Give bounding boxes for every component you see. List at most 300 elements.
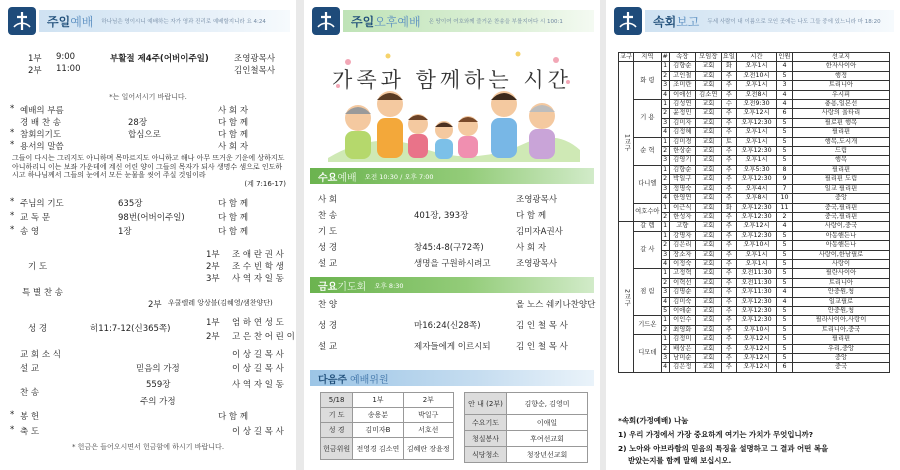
sunday-afternoon-page — [304, 0, 600, 470]
table-cell: 5 — [776, 344, 792, 353]
prayer-part: 1부 — [206, 250, 220, 260]
table-header-cell: 5/18 — [321, 393, 353, 408]
order-star: * — [10, 197, 15, 207]
table-cell: 3 — [661, 288, 669, 297]
table-cell: 10 — [776, 194, 792, 203]
table-cell: 5 — [776, 147, 792, 156]
table-cell: 4 — [661, 194, 669, 203]
absolution-ref: (계 7:16-17) — [244, 180, 286, 188]
service-part: 2부 — [28, 66, 42, 76]
table-cell: 사랑이,중국 — [792, 222, 889, 231]
district-cell: 2교구 — [619, 222, 634, 373]
prayer-label: 기 도 — [28, 262, 48, 272]
page-subtitle: 하나님은 영이시니 예배하는 자가 영과 진리로 예배할지니라 요 4:24 — [101, 19, 266, 25]
order-leader: 사 회 자 — [218, 142, 249, 152]
table-cell: 2 — [661, 71, 669, 80]
region-cell: 다니엘 — [634, 165, 661, 203]
table-cell: 우시피 — [792, 90, 889, 99]
table-cell: 주 — [721, 241, 736, 250]
table-cell: 4 — [776, 222, 792, 231]
table-cell: 4 — [776, 297, 792, 306]
table-cell: 오후1시 — [736, 250, 776, 259]
table-cell: 주 — [721, 212, 736, 221]
table-header-row — [321, 393, 454, 408]
order-star: * — [10, 211, 15, 221]
page-title: 주일오후예배 — [351, 14, 421, 29]
stand-note: *는 일어서시기 바랍니다. — [109, 93, 187, 101]
service-time: 9:00 — [56, 52, 76, 62]
table-cell: 이애순 — [669, 306, 695, 315]
table-cell: 5 — [776, 250, 792, 259]
table-cell: 수 — [721, 100, 736, 109]
next-week-right-table — [464, 392, 588, 463]
table-cell: 교회 — [695, 147, 721, 156]
prayer-part: 2부 — [206, 262, 220, 272]
table-cell: 4 — [776, 288, 792, 297]
order-star: * — [10, 410, 15, 420]
table-cell: 김명순 — [669, 288, 695, 297]
row-leader: 조영광목사 — [516, 259, 558, 269]
table-cell: 오후12:30 — [736, 297, 776, 306]
row-detail: 401장, 393장 — [414, 211, 469, 221]
table-cell: 1 — [661, 137, 669, 146]
table-cell: 교회 — [695, 231, 721, 240]
table-cell: 오후12시 — [736, 354, 776, 363]
table-row — [619, 231, 890, 240]
special-part: 2부 — [148, 300, 162, 310]
table-cell: 5 — [776, 354, 792, 363]
table-cell: 3 — [776, 81, 792, 90]
table-cell: 주 — [721, 175, 736, 184]
table-cell: 오후12시 — [736, 222, 776, 231]
order-item: 주님의 기도 — [20, 199, 64, 209]
church-logo-icon — [8, 7, 36, 35]
table-cell: 교회 — [695, 81, 721, 90]
table-cell: 1 — [661, 62, 669, 71]
table-cell: 중앙 — [792, 354, 889, 363]
table-cell: 조미란 — [669, 81, 695, 90]
table-cell: 사랑이,한남필로 — [792, 250, 889, 259]
row-label: 사 회 — [318, 195, 338, 205]
wednesday-service-header: 수요 예배 오전 10:30 / 오후 7:00 — [310, 168, 594, 184]
region-cell: 디모데 — [634, 335, 661, 373]
table-row — [321, 408, 454, 423]
news-leader: 이 상 길 목 사 — [232, 350, 284, 360]
table-cell: 김소연 — [695, 90, 721, 99]
page-subtitle: 온 땅이여 여호와께 즐거운 찬송을 부를지어다 시 100:1 — [428, 19, 563, 25]
table-cell: 아동핸든나 — [792, 241, 889, 250]
friday-prayer-header: 금요 기도회 오후 8:30 — [310, 277, 594, 293]
table-cell: 오후12:30 — [736, 147, 776, 156]
next-week-left-table — [320, 392, 454, 460]
page-title: 주일예배 — [47, 14, 94, 29]
row-label: 성 경 — [318, 321, 338, 331]
banner-title: 가족과 함께하는 시간 — [332, 68, 572, 92]
table-header-cell: 지역 — [634, 53, 661, 62]
order-detail: 1장 — [118, 227, 132, 237]
order-item: 용서의 말씀 — [20, 142, 64, 152]
table-cell: 한영연 — [669, 194, 695, 203]
table-cell: 트리니아,중국 — [792, 325, 889, 334]
table-cell: 이애일 — [507, 415, 588, 431]
table-cell: 오후12시 — [736, 335, 776, 344]
table-cell: 김미자 — [669, 118, 695, 127]
order-detail: 635장 — [118, 199, 143, 209]
table-row — [619, 269, 890, 278]
table-cell: 강명자 — [669, 231, 695, 240]
offering-leader: 다 함 께 — [218, 412, 249, 422]
sermon-title: 믿음의 가정 — [136, 364, 180, 374]
table-cell: 청장년선교회 — [507, 447, 588, 463]
table-cell: 주 — [721, 288, 736, 297]
table-cell: 남미순 — [669, 354, 695, 363]
table-cell: 주 — [721, 306, 736, 315]
table-cell: 5 — [776, 316, 792, 325]
row-detail: 제자들에게 이르시되 — [414, 342, 491, 352]
region-cell: 기드온 — [634, 316, 661, 335]
table-cell: 오후12:30 — [736, 175, 776, 184]
benediction-leader: 이 상 길 목 사 — [232, 427, 284, 437]
table-cell: 교회 — [695, 194, 721, 203]
table-cell: 2 — [661, 325, 669, 334]
table-cell: 주 — [721, 147, 736, 156]
table-row — [619, 62, 890, 71]
row-leader: 사 회 자 — [516, 243, 547, 253]
table-cell: 주 — [721, 344, 736, 353]
table-cell: 교회 — [695, 71, 721, 80]
table-cell: 주 — [721, 231, 736, 240]
service-time: 11:00 — [56, 64, 81, 74]
table-cell: 3 — [661, 156, 669, 165]
table-cell: 주 — [721, 316, 736, 325]
table-cell: 김은정 — [669, 363, 695, 372]
order-leader: 사 회 자 — [218, 106, 249, 116]
table-cell: 1 — [661, 165, 669, 174]
table-cell: 주 — [721, 109, 736, 118]
table-cell: 교회 — [695, 297, 721, 306]
table-cell: 4 — [661, 90, 669, 99]
table-cell: 김미숙 — [669, 297, 695, 306]
table-cell: 2 — [661, 212, 669, 221]
table-cell: 고정혁 — [669, 269, 695, 278]
table-cell: 이애선 — [669, 90, 695, 99]
special-label: 특 별 찬 송 — [22, 288, 63, 298]
table-cell: 주 — [721, 335, 736, 344]
table-cell: 5 — [776, 128, 792, 137]
region-cell: 여호수아 — [634, 203, 661, 222]
table-cell: 3 — [661, 81, 669, 90]
table-cell: 5 — [776, 156, 792, 165]
region-cell: 갈 렙 — [634, 222, 661, 231]
table-cell: 2 — [661, 241, 669, 250]
row-leader: 김 인 철 목 사 — [516, 342, 568, 352]
row-leader: 조영광목사 — [516, 195, 558, 205]
table-header-cell: 선교지 — [792, 53, 889, 62]
table-cell: 2 — [661, 147, 669, 156]
table-cell: 교회 — [695, 222, 721, 231]
table-cell: 필리핀 — [792, 335, 889, 344]
table-cell: 4 — [661, 297, 669, 306]
table-cell: 오후12:30 — [736, 231, 776, 240]
table-cell: 8 — [776, 165, 792, 174]
order-item: 교 독 문 — [20, 213, 51, 223]
table-cell: 5 — [776, 306, 792, 315]
region-cell: 기 용 — [634, 100, 661, 138]
table-header-cell: 모임장 — [695, 53, 721, 62]
table-cell: 3 — [661, 184, 669, 193]
family-illustration — [318, 42, 586, 162]
table-cell: 교회 — [695, 128, 721, 137]
row-label: 성 경 — [318, 243, 338, 253]
table-header-cell: 1부 — [353, 393, 403, 408]
table-cell: 트리니아 — [792, 278, 889, 287]
table-cell: 필란사이아 — [792, 269, 889, 278]
order-leader: 다 함 께 — [218, 213, 249, 223]
table-cell: 주 — [721, 194, 736, 203]
table-cell: 김영기 — [669, 156, 695, 165]
table-cell: 5 — [776, 137, 792, 146]
table-cell: 주 — [721, 90, 736, 99]
table-cell: 김혜란 장윤정 — [403, 438, 453, 460]
table-cell: 화 — [721, 203, 736, 212]
table-cell: 오후12:30 — [736, 203, 776, 212]
table-header-cell: 교구 — [620, 53, 633, 60]
table-cell: 주 — [721, 259, 736, 268]
order-star: * — [10, 104, 15, 114]
table-cell: 주 — [721, 118, 736, 127]
table-cell: 일교필로 — [792, 297, 889, 306]
table-cell: 행정 — [792, 71, 889, 80]
table-cell: 주 — [721, 297, 736, 306]
table-cell: 일교 필리핀 — [792, 184, 889, 193]
prayer-part: 3부 — [206, 274, 220, 284]
order-detail: 28장 — [128, 118, 148, 128]
table-header-cell: 요일 — [722, 53, 735, 60]
table-cell: 서호선 — [403, 423, 453, 438]
table-cell: 2 — [661, 278, 669, 287]
table-row — [465, 393, 588, 415]
order-detail: 98번(어버이주일) — [118, 213, 185, 223]
absolution-text: 그들이 다시는 그리지도 아니하며 목마르지도 아니하고 해나 아무 뜨거운 기운에 상하지도 아니하리니 이는 보좌 가운데에 계신 어린 양이 그들의 목자가 되사 생명수 샘으로 인도하시고 하나님께서 그들의 눈에서 모든 눈물을 씻어 주실 것임이라 — [12, 154, 285, 180]
row-label: 설 교 — [318, 342, 338, 352]
table-cell: 2 — [776, 212, 792, 221]
table-cell: 2 — [661, 109, 669, 118]
church-logo-icon — [614, 7, 642, 35]
region-cell: 점 림 — [634, 269, 661, 316]
hymn-leader: 사 역 자 일 동 — [232, 380, 284, 390]
hymn-label: 찬 송 — [20, 388, 40, 398]
table-cell: 김성연 — [669, 100, 695, 109]
order-leader: 다 함 께 — [218, 199, 249, 209]
page-title: 속회보고 — [653, 14, 700, 29]
table-cell: 교회 — [695, 203, 721, 212]
table-cell: 오후11:30 — [736, 288, 776, 297]
table-cell: 필라사이아,사랑이 — [792, 316, 889, 325]
order-item: 송 영 — [20, 227, 40, 237]
region-cell: 순 혁 — [634, 137, 661, 165]
discussion-title: *속회(가정예배) 나눔 — [618, 416, 689, 425]
scripture-part: 1부 — [206, 318, 220, 328]
table-cell: 한자사이아 — [792, 62, 889, 71]
table-cell: 6 — [776, 109, 792, 118]
row-leader: 다 함 께 — [516, 211, 547, 221]
table-cell: 후여선교회 — [507, 431, 588, 447]
table-row — [619, 137, 890, 146]
table-cell: 4 — [661, 128, 669, 137]
table-cell: 오전11:30 — [736, 278, 776, 287]
table-cell: 오후12:30 — [736, 316, 776, 325]
table-cell: 오후1시 — [736, 128, 776, 137]
table-cell: 교회 — [695, 278, 721, 287]
table-cell: 5 — [776, 118, 792, 127]
table-cell: 교회 — [695, 316, 721, 325]
table-cell: 3 — [661, 250, 669, 259]
table-cell: 수요기도 — [465, 415, 507, 431]
table-cell: 3 — [661, 118, 669, 127]
table-cell: 우리,중앙 — [792, 344, 889, 353]
row-label: 기 도 — [318, 227, 338, 237]
order-detail: 합심으로 — [128, 130, 161, 140]
special-performer: 우쿨렐레 앙상블(김혜영/샘찬양단) — [168, 299, 273, 307]
row-leader: 김 인 철 목 사 — [516, 321, 568, 331]
table-row — [465, 447, 588, 463]
table-cell: 교회 — [695, 306, 721, 315]
table-cell: 충용,일본선 — [792, 100, 889, 109]
table-cell: 교회 — [695, 354, 721, 363]
discussion-question-2: 2) 노아와 아브라함의 믿음의 특징을 설명하고 그 결과 어떤 복을 — [618, 444, 829, 453]
scripture-reader: 고 은 찬 어 린 이 — [232, 332, 295, 342]
table-cell: 중국,필리핀 — [792, 212, 889, 221]
table-cell: 안중원,청 — [792, 306, 889, 315]
table-cell: 아동핸든나 — [792, 231, 889, 240]
table-header-cell: 시간 — [736, 53, 776, 62]
table-row — [619, 222, 890, 231]
table-cell: 김정혜 — [669, 128, 695, 137]
table-cell: 오후12:30 — [736, 212, 776, 221]
table-cell: 김정미 — [669, 335, 695, 344]
table-cell: 1 — [661, 316, 669, 325]
row-detail: 마16:24(신28쪽) — [414, 321, 481, 331]
table-cell: 고인철 — [669, 71, 695, 80]
sunday-service-page — [0, 0, 296, 470]
table-cell: 1 — [661, 100, 669, 109]
prayer-leader: 조 수 빈 학 생 — [232, 262, 284, 272]
table-cell: 교회 — [695, 335, 721, 344]
table-cell: 주 — [721, 269, 736, 278]
table-cell: 전영경 김소연 — [353, 438, 403, 460]
table-cell: 오후12시 — [736, 344, 776, 353]
table-cell: 오전8시 — [736, 90, 776, 99]
table-cell: 이근식 — [669, 203, 695, 212]
order-leader: 다 함 께 — [218, 130, 249, 140]
table-cell: 5 — [776, 269, 792, 278]
order-star: * — [10, 225, 15, 235]
sermon-preacher: 이 상 길 목 사 — [232, 364, 284, 374]
table-cell: 기 도 — [321, 408, 353, 423]
service-leader: 조영광목사 — [234, 54, 276, 64]
table-header-cell: 인원 — [778, 53, 791, 60]
table-cell: 교회 — [695, 156, 721, 165]
table-cell: 교회 — [695, 363, 721, 372]
table-cell: 김향순 — [669, 165, 695, 174]
table-cell: 교회 — [695, 109, 721, 118]
table-cell: 2 — [661, 344, 669, 353]
hymn-title: 주의 가정 — [140, 397, 176, 407]
table-cell: 이인수 — [669, 316, 695, 325]
row-label: 설 교 — [318, 259, 338, 269]
table-cell: 교회 — [695, 100, 721, 109]
table-cell: 5 — [776, 231, 792, 240]
cell-group-table — [618, 52, 890, 373]
scripture-ref: 히11:7-12(신365쪽) — [90, 324, 171, 334]
table-cell: 김미경 — [669, 137, 695, 146]
table-cell: 5 — [776, 278, 792, 287]
table-header-cell: 2부 — [403, 393, 453, 408]
table-cell: 오전9:30 — [736, 100, 776, 109]
table-cell: 오후5:30 — [736, 165, 776, 174]
table-cell: 오후10시 — [736, 325, 776, 334]
table-cell: 4 — [776, 62, 792, 71]
sermon-label: 설 교 — [20, 364, 40, 374]
table-cell: 오전11:30 — [736, 269, 776, 278]
table-cell: 청실봉사 — [465, 431, 507, 447]
table-cell: 이정숙 — [669, 259, 695, 268]
table-cell: 1 — [661, 222, 669, 231]
table-cell: 주 — [721, 184, 736, 193]
church-logo-icon — [312, 7, 340, 35]
table-cell: 중국 — [792, 363, 889, 372]
table-cell: 5 — [776, 259, 792, 268]
table-cell: 헌금위원 — [321, 438, 353, 460]
table-cell: 필리핀 도림 — [792, 175, 889, 184]
table-cell: 4 — [776, 100, 792, 109]
table-cell: 교회 — [695, 259, 721, 268]
table-cell: 오후10시 — [736, 241, 776, 250]
table-cell: 교회 — [695, 165, 721, 174]
offering-label: 봉 헌 — [20, 412, 40, 422]
page-header — [312, 6, 594, 36]
table-cell: 트리니아 — [792, 81, 889, 90]
table-cell: 행복,도시개 — [792, 137, 889, 146]
table-row — [465, 415, 588, 431]
table-cell: 오후8시 — [736, 194, 776, 203]
table-cell: 오전10시 — [736, 71, 776, 80]
table-cell: 4 — [661, 363, 669, 372]
table-cell: 행복 — [792, 156, 889, 165]
table-cell: 사랑이 — [792, 259, 889, 268]
table-row — [619, 335, 890, 344]
row-label: 찬 송 — [318, 211, 338, 221]
table-cell: 11 — [776, 203, 792, 212]
order-star: * — [10, 140, 15, 150]
table-cell: 주 — [721, 222, 736, 231]
table-cell: 1 — [661, 269, 669, 278]
table-cell: 배상은 — [669, 344, 695, 353]
table-cell: 박일구 — [669, 175, 695, 184]
page-header — [8, 6, 290, 36]
table-cell: 교회 — [695, 344, 721, 353]
table-cell: 교회 — [695, 184, 721, 193]
table-cell: 교회 — [695, 212, 721, 221]
table-cell: 교회 — [695, 62, 721, 71]
table-cell: 박일구 — [403, 408, 453, 423]
table-cell: 4 — [776, 90, 792, 99]
table-cell: 최영화 — [669, 325, 695, 334]
table-cell: 김미자B — [353, 423, 403, 438]
table-cell: 고향 — [669, 222, 695, 231]
order-star: * — [10, 425, 15, 435]
discussion-question-2-cont: 받았는지를 함께 말해 보십시오. — [628, 456, 732, 465]
